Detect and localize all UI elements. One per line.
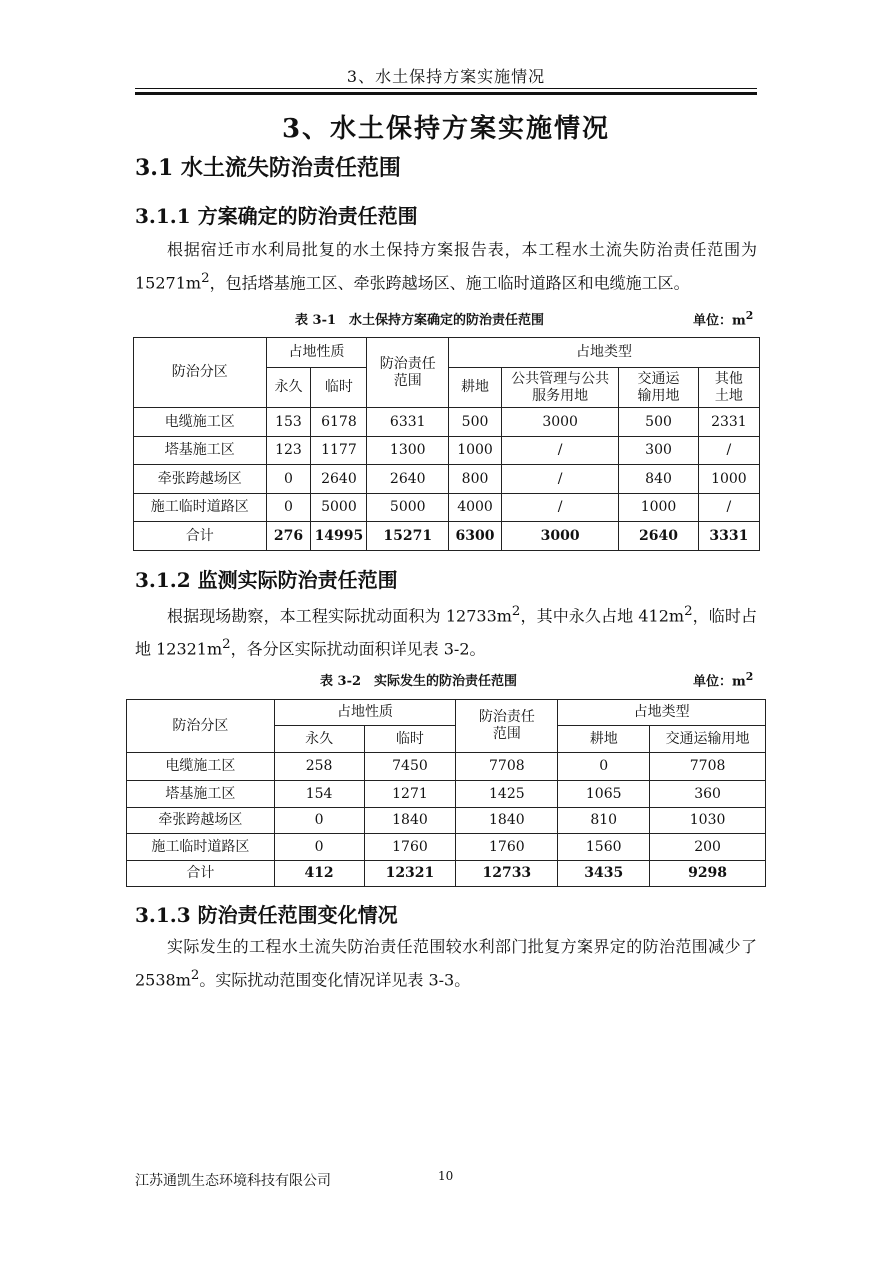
- table2-header-land-nature: 占地性质: [274, 700, 456, 726]
- table-cell: 7708: [650, 753, 766, 781]
- table-cell: 7708: [456, 753, 558, 781]
- table-cell: 1840: [364, 808, 456, 834]
- table1-unit: 单位：$m^2$: [693, 309, 754, 329]
- table2-header-land-type: 占地类型: [558, 700, 766, 726]
- table-cell: 154: [274, 781, 364, 808]
- table2: [126, 699, 766, 887]
- table-cell: 0: [266, 465, 311, 494]
- table-cell: 5000: [311, 494, 367, 522]
- footer-page-number: 10: [438, 1169, 454, 1183]
- table-cell: 3331: [698, 522, 759, 551]
- table-cell: 9298: [650, 861, 766, 887]
- table-cell: 0: [274, 808, 364, 834]
- table-cell: 6300: [449, 522, 502, 551]
- table-cell: 0: [558, 753, 650, 781]
- table-cell: 3000: [502, 522, 619, 551]
- footer-company: 江苏通凯生态环境科技有限公司: [135, 1173, 331, 1189]
- table1-header-other: 其他土地: [698, 368, 759, 408]
- table-cell: 2640: [367, 465, 449, 494]
- table-cell: 1840: [456, 808, 558, 834]
- table-cell: 840: [619, 465, 699, 494]
- table-cell: 12733: [456, 861, 558, 887]
- table-cell: 800: [449, 465, 502, 494]
- table-cell: 0: [266, 494, 311, 522]
- table2-header-farmland: 耕地: [558, 726, 650, 753]
- table-cell: /: [698, 437, 759, 465]
- table1-header-farmland: 耕地: [449, 368, 502, 408]
- table-cell: 1760: [364, 834, 456, 861]
- table-cell: 塔基施工区: [134, 437, 267, 465]
- table-cell: 1177: [311, 437, 367, 465]
- table-total-row: [127, 861, 766, 887]
- table-cell: 123: [266, 437, 311, 465]
- table-row: [127, 834, 766, 861]
- table1-header-transport: 交通运输用地: [619, 368, 699, 408]
- table-cell: 1300: [367, 437, 449, 465]
- table-cell: 1560: [558, 834, 650, 861]
- table-row: [134, 465, 760, 494]
- table-row: [127, 808, 766, 834]
- running-header: 3、水土保持方案实施情况: [346, 67, 546, 86]
- section-3-1-3-heading: 3.1.3 防治责任范围变化情况: [135, 903, 398, 927]
- table-cell: 1760: [456, 834, 558, 861]
- table-cell: 牵张跨越场区: [134, 465, 267, 494]
- section-3-1-3-paragraph: 实际发生的工程水土流失防治责任范围较水利部门批复方案界定的防治范围减少了 $2538m^2$。实际扰动范围变化情况详见表 3-3。: [135, 937, 757, 990]
- table-cell: /: [502, 437, 619, 465]
- table1-header-scope: 防治责任范围: [367, 338, 449, 408]
- table2-header-zone: 防治分区: [127, 700, 275, 753]
- chapter-title: 3、水土保持方案实施情况: [281, 114, 611, 144]
- table-cell: 合计: [127, 861, 275, 887]
- table-cell: /: [698, 494, 759, 522]
- section-3-1-heading: 3.1 水土流失防治责任范围: [135, 155, 401, 181]
- table-cell: /: [502, 494, 619, 522]
- section-3-1-1-paragraph: 根据宿迁市水利局批复的水土保持方案报告表，本工程水土流失防治责任范围为 $15271m^2$，包括塔基施工区、牵张跨越场区、施工临时道路区和电缆施工区。: [135, 240, 757, 293]
- table1: [133, 337, 760, 551]
- section-3-1-2-paragraph: 根据现场勘察，本工程实际扰动面积为 $12733m^2$，其中永久占地 $412m^2$，临时占地 $12321m^2$，各分区实际扰动面积详见表 3-2。: [135, 604, 757, 659]
- table-row: [134, 494, 760, 522]
- section-3-1-2-heading: 3.1.2 监测实际防治责任范围: [135, 568, 398, 592]
- table-cell: 5000: [367, 494, 449, 522]
- table1-header-temporary: 临时: [311, 368, 367, 408]
- header-rule-thin: [135, 88, 757, 89]
- table-cell: 合计: [134, 522, 267, 551]
- table-cell: 15271: [367, 522, 449, 551]
- table-cell: 0: [274, 834, 364, 861]
- table-cell: 电缆施工区: [134, 408, 267, 437]
- table-row: [127, 753, 766, 781]
- table-cell: 1000: [619, 494, 699, 522]
- table-cell: 6178: [311, 408, 367, 437]
- table-cell: 360: [650, 781, 766, 808]
- header-rule-thick: [135, 92, 757, 95]
- table-total-row: [134, 522, 760, 551]
- table2-header-scope: 防治责任范围: [456, 700, 558, 753]
- table-cell: 3435: [558, 861, 650, 887]
- section-3-1-1-heading: 3.1.1 方案确定的防治责任范围: [135, 204, 418, 228]
- table-row: [134, 408, 760, 437]
- table-cell: 1425: [456, 781, 558, 808]
- table-cell: 4000: [449, 494, 502, 522]
- table-cell: 1030: [650, 808, 766, 834]
- table-cell: /: [502, 465, 619, 494]
- table-cell: 276: [266, 522, 311, 551]
- table-cell: 2640: [311, 465, 367, 494]
- table-cell: 1000: [449, 437, 502, 465]
- table-cell: 2331: [698, 408, 759, 437]
- table1-header-land-type: 占地类型: [449, 338, 760, 368]
- table-row: [134, 437, 760, 465]
- table-cell: 施工临时道路区: [134, 494, 267, 522]
- table-cell: 施工临时道路区: [127, 834, 275, 861]
- table-cell: 塔基施工区: [127, 781, 275, 808]
- table1-header-public: 公共管理与公共服务用地: [502, 368, 619, 408]
- table-cell: 牵张跨越场区: [127, 808, 275, 834]
- table-cell: 14995: [311, 522, 367, 551]
- table-cell: 200: [650, 834, 766, 861]
- table-cell: 500: [449, 408, 502, 437]
- table-cell: 300: [619, 437, 699, 465]
- table-cell: 7450: [364, 753, 456, 781]
- table2-caption: 表 3-2 实际发生的防治责任范围: [320, 674, 518, 689]
- table1-header-land-nature: 占地性质: [266, 338, 367, 368]
- table-cell: 2640: [619, 522, 699, 551]
- table2-unit: 单位：$m^2$: [693, 670, 754, 690]
- table-cell: 1065: [558, 781, 650, 808]
- table-cell: 3000: [502, 408, 619, 437]
- table-row: [127, 781, 766, 808]
- table-cell: 153: [266, 408, 311, 437]
- table-cell: 电缆施工区: [127, 753, 275, 781]
- table-cell: 6331: [367, 408, 449, 437]
- table-cell: 12321: [364, 861, 456, 887]
- table2-header-temporary: 临时: [364, 726, 456, 753]
- table1-caption: 表 3-1 水土保持方案确定的防治责任范围: [295, 313, 545, 328]
- table-cell: 1000: [698, 465, 759, 494]
- table-cell: 258: [274, 753, 364, 781]
- table2-header-permanent: 永久: [274, 726, 364, 753]
- table-cell: 810: [558, 808, 650, 834]
- table-cell: 1271: [364, 781, 456, 808]
- table1-header-zone: 防治分区: [134, 338, 267, 408]
- table-cell: 412: [274, 861, 364, 887]
- table2-header-transport: 交通运输用地: [650, 726, 766, 753]
- table-cell: 500: [619, 408, 699, 437]
- table1-header-permanent: 永久: [266, 368, 311, 408]
